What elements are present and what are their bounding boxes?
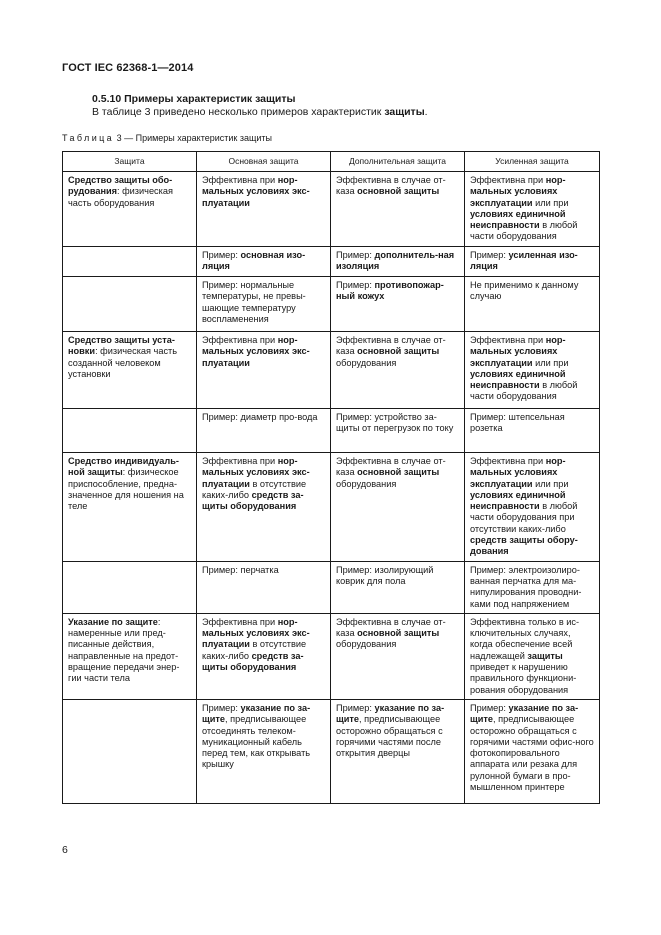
- table-cell: [197, 409, 331, 453]
- cell-text: Не применимо к данному случаю: [470, 280, 579, 302]
- table-row: [63, 409, 600, 453]
- cell-text: в любой части оборудования при отсутствии каких-либо: [470, 501, 578, 534]
- cell-text: , предписывающее отсоединять телеком-муникационный кабель перед тем, как открывать крышку: [202, 714, 311, 770]
- table-cell: [331, 699, 465, 803]
- table-cell: [465, 172, 600, 247]
- cell-text: в отсутствие каких-либо: [202, 478, 307, 500]
- term-text: противопожар-ный кожух: [336, 280, 444, 302]
- cell-text: Пример: перчатка: [202, 564, 279, 575]
- table-header-row: [63, 152, 600, 172]
- cell-text: Пример: нормальные температуры, не превы-шающие температуру воспламенения: [202, 280, 306, 324]
- term-text: дополнитель-ная изоляция: [336, 250, 455, 272]
- term-text: указание по за-щите: [202, 702, 311, 725]
- table-cell: [465, 453, 600, 562]
- term-text: условиях единичной неисправности: [470, 368, 566, 391]
- table-caption: [62, 133, 272, 143]
- table-cell: [465, 332, 600, 409]
- cell-text: оборудования: [336, 478, 397, 489]
- protection-type-cell: [63, 332, 197, 409]
- table-cell: [197, 332, 331, 409]
- cell-text: Эффективна при: [470, 335, 546, 345]
- term-text: указание по за-щите: [336, 702, 445, 725]
- term-text: усиленная изо-ляция: [470, 250, 578, 272]
- table-cell: [465, 613, 600, 699]
- page-number: 6: [62, 844, 68, 856]
- term-text: основной защиты: [357, 467, 440, 478]
- term-text: защиты: [527, 650, 563, 661]
- cell-text: : физическая часть созданной человеком установки: [68, 346, 178, 379]
- cell-text: или при: [532, 357, 569, 368]
- section-intro: [92, 106, 428, 118]
- cell-text: Эффективна при: [202, 335, 278, 345]
- protection-type-continuation: [63, 699, 197, 803]
- cell-text: Эффективна при: [470, 456, 546, 466]
- term-text: Средство защиты обо-рудования: [68, 175, 173, 197]
- table-row: [63, 699, 600, 803]
- intro-term: защиты: [384, 106, 425, 118]
- table-row: [63, 172, 600, 247]
- table-cell: [331, 453, 465, 562]
- term-text: Указание по защите: [68, 616, 158, 627]
- cell-text: Пример:: [470, 250, 509, 260]
- header-cell: Основная защита: [197, 152, 331, 172]
- table-cell: [331, 247, 465, 277]
- term-text: основная изо-ляция: [202, 250, 306, 272]
- cell-text: Эффективна в случае от-каза: [336, 456, 446, 478]
- table-cell: [331, 409, 465, 453]
- table-row: [63, 277, 600, 332]
- table-cell: [331, 332, 465, 409]
- table-body: [63, 172, 600, 804]
- table-cell: [465, 247, 600, 277]
- cell-text: Эффективна только в ис-ключительных случаях, когда обеспечение всей надлежащей: [470, 616, 580, 661]
- term-text: средств за-щиты оборудования: [202, 489, 304, 512]
- cell-text: Пример:: [336, 280, 375, 290]
- term-text: условиях единичной неисправности: [470, 489, 566, 512]
- term-text: средств защиты обору-дования: [470, 535, 578, 557]
- term-text: Средство индивидуаль-ной защиты: [68, 456, 179, 478]
- term-text: нор-мальных условиях экс-плуатации: [202, 456, 310, 489]
- intro-end: .: [424, 106, 428, 118]
- section-title: 0.5.10 Примеры характеристик защиты: [92, 93, 296, 105]
- protection-type-continuation: [63, 409, 197, 453]
- table-row: [63, 453, 600, 562]
- term-text: средств за-щиты оборудования: [202, 650, 304, 673]
- term-text: нор-мальных условиях эксплуатации: [470, 335, 566, 368]
- cell-text: Пример: диаметр про-вода: [202, 412, 318, 422]
- cell-text: Эффективна в случае от-каза: [336, 616, 446, 639]
- caption-prefix: Таблица: [62, 133, 115, 143]
- header-cell: Усиленная защита: [465, 152, 600, 172]
- header-cell: Защита: [63, 152, 197, 172]
- term-text: нор-мальных условиях эксплуатации: [470, 175, 566, 208]
- cell-text: , предписывающее осторожно обращаться с горячими частями после открытия дверцы: [336, 714, 443, 759]
- cell-text: Эффективна в случае от-каза: [336, 175, 446, 197]
- table-cell: [465, 409, 600, 453]
- table-cell: [197, 613, 331, 699]
- table-cell: [197, 699, 331, 803]
- cell-text: Эффективна при: [470, 175, 546, 185]
- table-cell: [197, 247, 331, 277]
- document-header: ГОСТ IEC 62368-1—2014: [62, 62, 194, 74]
- term-text: условиях единичной неисправности: [470, 208, 566, 231]
- protection-type-cell: [63, 453, 197, 562]
- table-row: [63, 332, 600, 409]
- protection-type-continuation: [63, 247, 197, 277]
- protection-table: [62, 151, 600, 804]
- header-cell: Дополнительная защита: [331, 152, 465, 172]
- table-cell: [197, 561, 331, 613]
- cell-text: Эффективна при: [202, 456, 278, 466]
- cell-text: Пример: изолирующий коврик для пола: [336, 564, 434, 586]
- protection-type-cell: [63, 172, 197, 247]
- cell-text: Пример: устройство за-щиты от перегрузок по току: [336, 412, 454, 434]
- cell-text: Пример:: [336, 702, 375, 713]
- term-text: нор-мальных условиях эксплуатации: [470, 456, 566, 489]
- cell-text: приведет к нарушению правильного функциони-рования оборудования: [470, 662, 577, 695]
- term-text: нор-мальных условиях экс-плуатации: [202, 335, 310, 368]
- table-cell: [197, 172, 331, 247]
- table-cell: [465, 561, 600, 613]
- term-text: нор-мальных условиях экс-плуатации: [202, 616, 310, 650]
- table-cell: [331, 172, 465, 247]
- table-cell: [197, 453, 331, 562]
- protection-type-continuation: [63, 277, 197, 332]
- cell-text: оборудования: [336, 357, 397, 368]
- cell-text: Пример:: [470, 702, 509, 713]
- cell-text: оборудования: [336, 639, 397, 650]
- cell-text: или при: [532, 478, 569, 489]
- table-row: [63, 247, 600, 277]
- cell-text: Эффективна при: [202, 175, 278, 185]
- table-cell: [331, 277, 465, 332]
- cell-text: в любой части оборудования: [470, 380, 578, 402]
- cell-text: : физическая часть оборудования: [68, 186, 173, 208]
- table-cell: [197, 277, 331, 332]
- cell-text: Пример: штепсельная розетка: [470, 412, 565, 434]
- cell-text: Пример:: [336, 250, 375, 260]
- cell-text: в отсутствие каких-либо: [202, 639, 307, 661]
- cell-text: или при: [532, 197, 569, 208]
- protection-type-cell: [63, 613, 197, 699]
- table-cell: [465, 699, 600, 803]
- table-row: [63, 561, 600, 613]
- cell-text: в любой части оборудования: [470, 220, 578, 242]
- cell-text: Пример: электроизолиро-ванная перчатка для ма-нипулирования проводни-ками под напряжением: [470, 564, 582, 609]
- cell-text: : намеренные или пред-писанные действия, направленные на предот-вращение передачи энер-гии части тела: [68, 616, 180, 684]
- term-text: основной защиты: [357, 186, 440, 197]
- table-row: [63, 613, 600, 699]
- cell-text: Пример:: [202, 250, 241, 260]
- cell-text: Эффективна в случае от-каза: [336, 335, 446, 357]
- cell-text: Пример:: [202, 702, 241, 713]
- caption-text: 3 — Примеры характеристик защиты: [114, 133, 273, 143]
- term-text: основной защиты: [357, 346, 440, 357]
- protection-type-continuation: [63, 561, 197, 613]
- table-cell: [331, 561, 465, 613]
- term-text: указание по за-щите: [470, 702, 579, 725]
- table-cell: [331, 613, 465, 699]
- table-cell: [465, 277, 600, 332]
- term-text: основной защиты: [357, 628, 440, 639]
- cell-text: , предписывающее осторожно обращаться с горячими частями офис-ного фотокопировального аппарата или резака для рулонной бумаги в про-мышленном принтере: [470, 714, 594, 793]
- cell-text: Эффективна при: [202, 616, 278, 627]
- cell-text: : физическое приспособление, предна-значенное для ношения на теле: [68, 467, 184, 512]
- intro-text: В таблице 3 приведено несколько примеров характеристик: [92, 106, 385, 118]
- term-text: нор-мальных условиях экс-плуатации: [202, 175, 310, 208]
- term-text: Средство защиты уста-новки: [68, 335, 175, 357]
